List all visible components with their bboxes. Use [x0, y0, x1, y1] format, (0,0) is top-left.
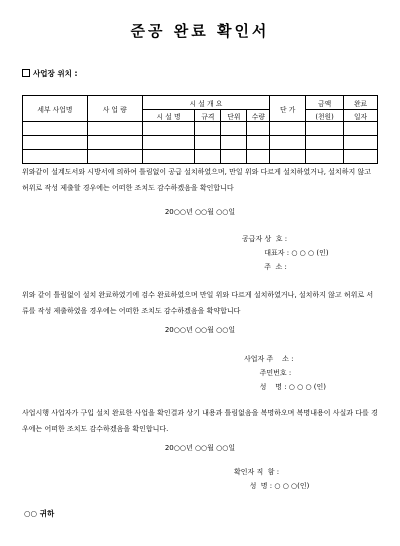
header-money-unit: (천원): [306, 110, 344, 122]
operator-signature-block: [244, 352, 326, 394]
header-money: 금액: [306, 96, 344, 110]
addressee: ○○ 귀하: [24, 509, 55, 518]
supplier-address-line: 주 소 :: [242, 263, 287, 271]
confirmer-name-line: 성 명 : ○ ○ ○(인): [234, 482, 310, 490]
header-detail-project: 세부 사업명: [23, 96, 88, 122]
table-row: [23, 136, 378, 150]
table-row: [23, 122, 378, 136]
supplier-company-line: 공급자 상 호 :: [242, 235, 288, 243]
header-unit-price: 단 가: [270, 96, 306, 122]
inspection-statement: 위와 같이 틀림없이 설치 완료하였기에 검수 완료하였으며 만일 위와 다르게 설치하였거나, 설치하지 않고 허위로 서류를 작성 제출하였을 경우에는 어떠한 조치도 감수하겠음을 확약합니다: [22, 291, 374, 315]
document-title: 준공 완료 확인서: [130, 22, 270, 40]
facility-table: [22, 95, 378, 164]
site-location-label: [22, 68, 77, 79]
header-project-amount: 사 업 량: [87, 96, 142, 122]
date-operator: 20○○년 ○○월 ○○일: [164, 326, 236, 334]
operator-address-line: 사업자 주 소 :: [244, 355, 294, 363]
header-facility-name: 시 설 명: [142, 110, 195, 122]
confirmation-statement: 사업시행 사업자가 구입 설치 완료한 사업을 확인결과 상기 내용과 틀림없음을 복명하오며 복명내용이 사실과 다를 경우에는 어떠한 조치도 감수하겠음을 확인합니다.: [22, 409, 378, 433]
supplier-rep-line: 대표자 : ○ ○ ○ (인): [242, 249, 329, 257]
header-spec: 규격: [195, 110, 221, 122]
operator-name-line: 성 명 : ○ ○ ○ (인): [244, 383, 327, 391]
header-quantity: 수량: [247, 110, 270, 122]
site-location-text: 사업장 위치 :: [33, 69, 78, 78]
operator-id-line: 주민번호 :: [244, 369, 292, 377]
header-facility-overview: 시 설 개 요: [142, 96, 270, 110]
supplier-statement: 위와같이 설계도서와 시방서에 의하여 틀림없이 공급 설치하였으며, 만일 위와 다르게 설치하였거나, 설치하지 않고 허위로 작성 제출할 경우에는 어떠한 조치도 감수하겠음을 확인합니다: [22, 168, 371, 192]
header-done: 완료: [344, 96, 378, 110]
supplier-signature-block: [242, 232, 329, 274]
date-supplier: 20○○년 ○○월 ○○일: [164, 208, 236, 216]
confirmer-title-line: 확인자 직 함 :: [234, 468, 280, 476]
date-confirmer: 20○○년 ○○월 ○○일: [164, 444, 236, 452]
confirmer-signature-block: [234, 465, 309, 493]
header-unit: 단위: [221, 110, 247, 122]
header-done-date: 일자: [344, 110, 378, 122]
table-row: [23, 150, 378, 164]
checkbox-square-icon: [22, 69, 30, 77]
